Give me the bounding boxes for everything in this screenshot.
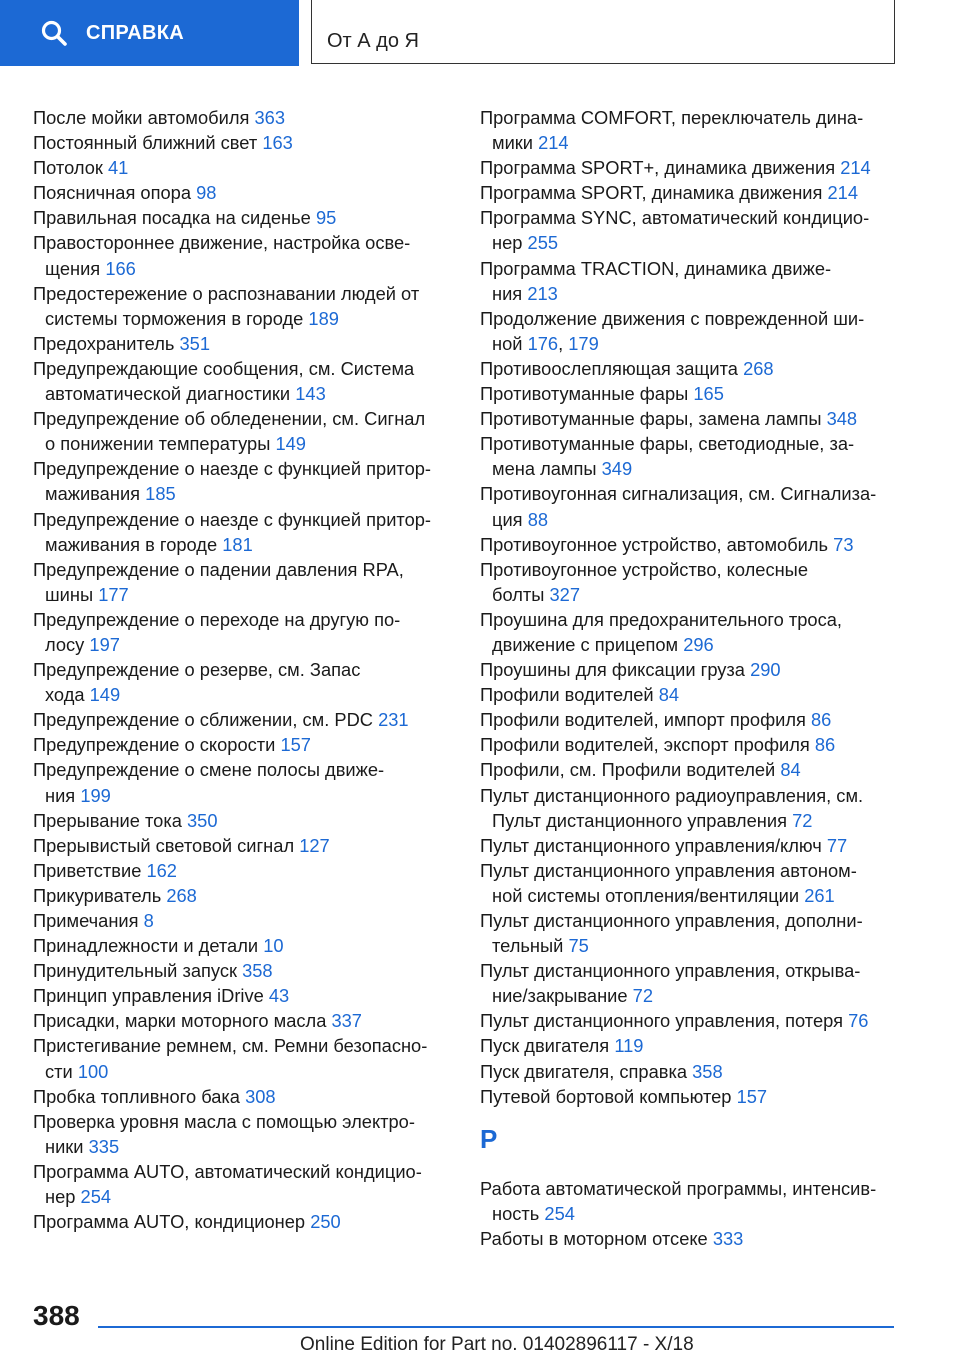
index-entry <box>33 908 453 933</box>
page-link[interactable]: 88 <box>527 508 549 530</box>
entry-text: Пристегивание ремнем, см. Ремни безопасно- <box>33 1035 428 1057</box>
index-entry <box>33 958 453 983</box>
page-link[interactable]: 261 <box>804 884 835 906</box>
index-entry <box>480 908 900 958</box>
page-link[interactable]: 214 <box>840 157 871 179</box>
page-link[interactable]: 157 <box>280 734 311 756</box>
entry-text: Поясничная опора <box>33 182 191 204</box>
entry-text: Профили водителей <box>480 684 654 706</box>
entry-text: системы торможения в городе <box>45 307 304 329</box>
page-link[interactable]: 157 <box>736 1085 768 1107</box>
entry-text: Программа COMFORT, переключатель дина- <box>480 107 864 128</box>
entry-text: Принадлежности и детали <box>33 935 259 957</box>
entry-text: Профили, см. Профили водителей <box>480 759 776 781</box>
index-entry <box>480 757 900 782</box>
entry-text: Принцип управления iDrive <box>33 985 264 1007</box>
index-entry <box>33 331 453 356</box>
entry-text: Потолок <box>33 157 103 179</box>
page-link[interactable]: 41 <box>107 157 129 179</box>
edition-text: Online Edition for Part no. 01402896117 - X/18 <box>300 1334 694 1355</box>
page-link[interactable]: 176 <box>527 332 559 354</box>
entry-text: Пульт дистанционного управления <box>492 809 787 831</box>
index-entry <box>33 1084 453 1109</box>
entry-text: щения <box>45 257 101 279</box>
index-entry <box>480 557 900 607</box>
page-link[interactable]: 363 <box>254 107 286 128</box>
entry-text: Примечания <box>33 910 139 931</box>
entry-text: Работа автоматической программы, интенсив- <box>480 1177 877 1199</box>
entry-text: После мойки автомобиля <box>33 107 250 128</box>
page-link[interactable]: 350 <box>187 809 218 831</box>
entry-text: Присадки, марки моторного масла <box>33 1010 327 1032</box>
page-link[interactable]: 255 <box>527 232 559 254</box>
page-link[interactable]: 95 <box>315 207 337 229</box>
entry-text: мики <box>492 132 533 154</box>
entry-text: ние/закрывание <box>492 985 628 1007</box>
index-entry <box>33 230 453 280</box>
page-link[interactable]: 73 <box>833 533 854 555</box>
page-link[interactable]: 349 <box>601 458 633 480</box>
index-entry <box>33 858 453 883</box>
entry-text: Приветствие <box>33 859 142 881</box>
entry-text: Проушина для предохранительного троса, <box>480 608 842 630</box>
entry-text: Продолжение движения с поврежденной ши- <box>480 307 865 329</box>
page-link[interactable]: 199 <box>80 784 111 806</box>
entry-text: Пульт дистанционного управления/ключ <box>480 834 822 856</box>
index-column-right <box>480 105 900 1251</box>
page-link[interactable]: 43 <box>268 985 290 1007</box>
help-tab[interactable] <box>0 0 299 66</box>
page-link[interactable]: 296 <box>683 633 714 655</box>
entry-text: Предупреждение о резерве, см. Запас <box>33 659 361 681</box>
page-link[interactable]: 337 <box>331 1010 362 1032</box>
index-entry <box>33 607 453 657</box>
page-link[interactable]: 335 <box>88 1135 120 1157</box>
entry-text: Противоугонная сигнализация, см. Сигнализа- <box>480 483 877 505</box>
page-link[interactable]: 149 <box>275 433 306 455</box>
index-entry <box>33 356 453 406</box>
entry-text: Противоугонное устройство, автомобиль <box>480 533 829 555</box>
entry-text: Программа SYNC, автоматический кондицио- <box>480 207 870 229</box>
index-entry <box>33 732 453 757</box>
page-link[interactable]: 214 <box>827 182 859 204</box>
page-link[interactable]: 149 <box>89 684 121 706</box>
page-link[interactable]: 358 <box>692 1060 723 1082</box>
index-entry <box>33 456 453 506</box>
page-link[interactable]: 98 <box>196 182 217 204</box>
index-entry <box>33 180 453 205</box>
index-entry <box>33 281 453 331</box>
page-link[interactable]: 77 <box>826 834 848 856</box>
entry-text: ция <box>492 508 523 530</box>
page-link[interactable]: 213 <box>527 282 558 304</box>
page-link[interactable]: 268 <box>743 357 774 379</box>
entry-text: Противотуманные фары <box>480 383 689 405</box>
page-link[interactable]: 185 <box>145 483 176 505</box>
entry-text: Противотуманные фары, замена лампы <box>480 408 822 430</box>
entry-text: Программа AUTO, автоматический кондицио- <box>33 1160 422 1182</box>
index-entry <box>480 256 900 306</box>
entry-text: Правостороннее движение, настройка осве- <box>33 232 411 254</box>
page-link[interactable]: 348 <box>826 408 858 430</box>
entry-text: Работы в моторном отсеке <box>480 1227 708 1249</box>
page-link[interactable]: 179 <box>568 332 599 354</box>
entry-text: Предупреждение о смене полосы движе- <box>33 759 385 781</box>
index-entry <box>33 983 453 1008</box>
page-link[interactable]: 84 <box>780 759 801 781</box>
entry-text: Проверка уровня масла с помощью электро- <box>33 1110 415 1132</box>
entry-text: Пульт дистанционного управления автоном- <box>480 859 857 881</box>
page-link[interactable]: 72 <box>632 985 653 1007</box>
entry-text: Программа AUTO, кондиционер <box>33 1211 306 1233</box>
index-entry <box>480 657 900 682</box>
entry-text: Предупреждение о наезде с функцией притор- <box>33 458 431 480</box>
entry-text: Программа SPORT, динамика движения <box>480 182 823 204</box>
entry-text: Предупреждение об обледенении, см. Сигнал <box>33 408 426 430</box>
page-link[interactable]: 10 <box>263 935 284 957</box>
index-entry <box>33 757 453 807</box>
index-entry <box>480 682 900 707</box>
index-entry <box>33 1159 453 1209</box>
page-link[interactable]: 254 <box>544 1202 575 1224</box>
footer-divider <box>98 1326 894 1328</box>
index-entry <box>480 205 900 255</box>
entry-text: болты <box>492 583 545 605</box>
index-entry <box>480 381 900 406</box>
page-link[interactable]: 75 <box>568 935 589 957</box>
entry-text: нер <box>492 232 523 254</box>
index-entry <box>33 1209 453 1234</box>
entry-text: Пульт дистанционного управления, дополни- <box>480 910 863 931</box>
index-entry <box>480 783 900 833</box>
index-entry <box>33 1033 453 1083</box>
page-link[interactable]: 162 <box>146 859 177 881</box>
index-entry <box>480 1033 900 1058</box>
index-entry: Продолжение движения с поврежденной ши- ной 176, 179 <box>480 307 865 354</box>
page-link[interactable]: 100 <box>77 1060 109 1082</box>
entry-text: Предупреждение о сближении, см. PDC <box>33 709 373 731</box>
entry-text: тельный <box>492 935 564 957</box>
entry-text: Предупреждение о падении давления RPA, <box>33 558 404 580</box>
entry-text: Пульт дистанционного радиоуправления, см. <box>480 784 864 806</box>
page-link[interactable]: 197 <box>89 633 120 655</box>
page-link[interactable]: 119 <box>614 1035 644 1057</box>
index-entry <box>480 1059 900 1084</box>
index-entry <box>480 431 900 481</box>
index-entry <box>480 1084 900 1109</box>
entry-text: Прерывистый световой сигнал <box>33 834 295 856</box>
index-entry <box>33 205 453 230</box>
entry-text: Профили водителей, импорт профиля <box>480 709 806 731</box>
entry-text: Пробка топливного бака <box>33 1085 240 1107</box>
entry-text: Предупреждение о скорости <box>33 734 276 756</box>
page-link[interactable]: 268 <box>166 884 197 906</box>
entry-text: Профили водителей, экспорт профиля <box>480 734 810 756</box>
index-entry <box>480 858 900 908</box>
index-entry <box>33 833 453 858</box>
search-icon <box>40 19 68 47</box>
entry-text: ной системы отопления/вентиляции <box>492 884 800 906</box>
index-entry <box>480 707 900 732</box>
index-column-left <box>33 105 453 1234</box>
entry-text: хода <box>45 684 85 706</box>
page-link[interactable]: 84 <box>658 684 680 706</box>
index-entry <box>480 958 900 1008</box>
entry-text: ники <box>45 1135 84 1157</box>
index-entry <box>33 808 453 833</box>
entry-text: Пульт дистанционного управления, потеря <box>480 1010 843 1032</box>
page-link[interactable]: 214 <box>538 132 569 154</box>
entry-text: лосу <box>45 633 85 655</box>
page-number: 388 <box>33 1300 80 1331</box>
entry-text: Программа TRACTION, динамика движе- <box>480 257 832 279</box>
page-link[interactable]: 351 <box>179 332 211 354</box>
index-entry <box>33 657 453 707</box>
index-entry <box>33 1109 453 1159</box>
page-link[interactable]: 290 <box>750 659 781 681</box>
entry-text: ния <box>492 282 523 304</box>
entry-text: нер <box>45 1186 76 1208</box>
entry-text: ния <box>45 784 76 806</box>
entry-text: Предупреждающие сообщения, см. Система <box>33 357 415 379</box>
entry-text: сти <box>45 1060 73 1082</box>
page-link[interactable]: 333 <box>712 1227 744 1249</box>
page-link[interactable]: 72 <box>792 809 813 831</box>
index-entry <box>480 155 900 180</box>
index-entry <box>33 883 453 908</box>
page-link[interactable]: 254 <box>80 1186 112 1208</box>
page-link[interactable]: 250 <box>310 1211 341 1233</box>
entry-text: Пуск двигателя, справка <box>480 1060 688 1082</box>
index-entry <box>480 105 900 155</box>
entry-text: Пуск двигателя <box>480 1035 610 1057</box>
page-link[interactable]: 86 <box>814 734 836 756</box>
entry-text: ной <box>492 332 523 354</box>
entry-text: ность <box>492 1202 540 1224</box>
entry-text: шины <box>45 583 94 605</box>
entry-text: Программа SPORT+, динамика движения <box>480 157 836 179</box>
entry-text: Предохранитель <box>33 332 175 354</box>
index-entry <box>480 481 900 531</box>
entry-text: маживания в городе <box>45 533 218 555</box>
entry-text: Путевой бортовой компьютер <box>480 1085 732 1107</box>
index-entry <box>480 406 900 431</box>
entry-text: Пульт дистанционного управления, открыва- <box>480 960 861 982</box>
entry-text: Противоослепляющая защита <box>480 357 738 379</box>
page-link[interactable]: 8 <box>143 910 154 931</box>
index-entry <box>33 507 453 557</box>
page-link[interactable]: 358 <box>242 960 273 982</box>
entry-text: Правильная посадка на сиденье <box>33 207 311 229</box>
page-link[interactable]: 166 <box>105 257 136 279</box>
entry-text: Противоугонное устройство, колесные <box>480 558 808 580</box>
page-link[interactable]: 163 <box>262 132 293 154</box>
page-link[interactable]: 177 <box>98 583 129 605</box>
entry-text: о понижении температуры <box>45 433 271 455</box>
page-link[interactable]: 86 <box>810 709 832 731</box>
entry-text: Проушины для фиксации груза <box>480 659 745 681</box>
index-entry <box>480 1176 900 1226</box>
entry-text: Принудительный запуск <box>33 960 237 982</box>
entry-text: Постоянный ближний свет <box>33 132 258 154</box>
entry-text: маживания <box>45 483 141 505</box>
index-entry <box>480 732 900 757</box>
page-link[interactable]: 165 <box>693 383 724 405</box>
index-entry <box>480 1008 900 1033</box>
entry-text: движение с прицепом <box>492 633 679 655</box>
index-entry <box>480 180 900 205</box>
page-link[interactable]: 181 <box>222 533 253 555</box>
index-entry <box>480 833 900 858</box>
page-link[interactable]: 143 <box>295 383 326 405</box>
index-entry <box>33 933 453 958</box>
index-entry <box>480 532 900 557</box>
page-link[interactable]: 127 <box>299 834 330 856</box>
index-entry <box>33 707 453 732</box>
index-entry <box>480 1226 900 1251</box>
page-link[interactable]: 189 <box>308 307 339 329</box>
entry-text: Предостережение о распознавании людей от <box>33 282 420 304</box>
page-link[interactable]: 308 <box>245 1085 276 1107</box>
index-entry <box>33 130 453 155</box>
page-link[interactable]: 76 <box>848 1010 869 1032</box>
section-header <box>311 0 895 64</box>
entry-text: Прерывание тока <box>33 809 182 831</box>
index-entry <box>480 607 900 657</box>
entry-text: Прикуриватель <box>33 884 162 906</box>
entry-text: Противотуманные фары, светодиодные, за- <box>480 433 855 455</box>
letter-heading: Р <box>480 1123 498 1154</box>
index-entry <box>33 1008 453 1033</box>
page-link[interactable]: 327 <box>549 583 581 605</box>
page-link[interactable]: 231 <box>378 709 409 731</box>
index-entry <box>480 356 900 381</box>
entry-text: мена лампы <box>492 458 597 480</box>
entry-text: автоматической диагностики <box>45 383 291 405</box>
section-title: От А до Я <box>327 30 419 52</box>
index-entry <box>33 557 453 607</box>
index-entry <box>33 105 453 130</box>
index-entry <box>33 406 453 456</box>
entry-text: Предупреждение о наезде с функцией притор- <box>33 508 431 530</box>
entry-text: Предупреждение о переходе на другую по- <box>33 608 401 630</box>
help-tab-label: СПРАВКА <box>86 21 185 44</box>
index-entry <box>33 155 453 180</box>
